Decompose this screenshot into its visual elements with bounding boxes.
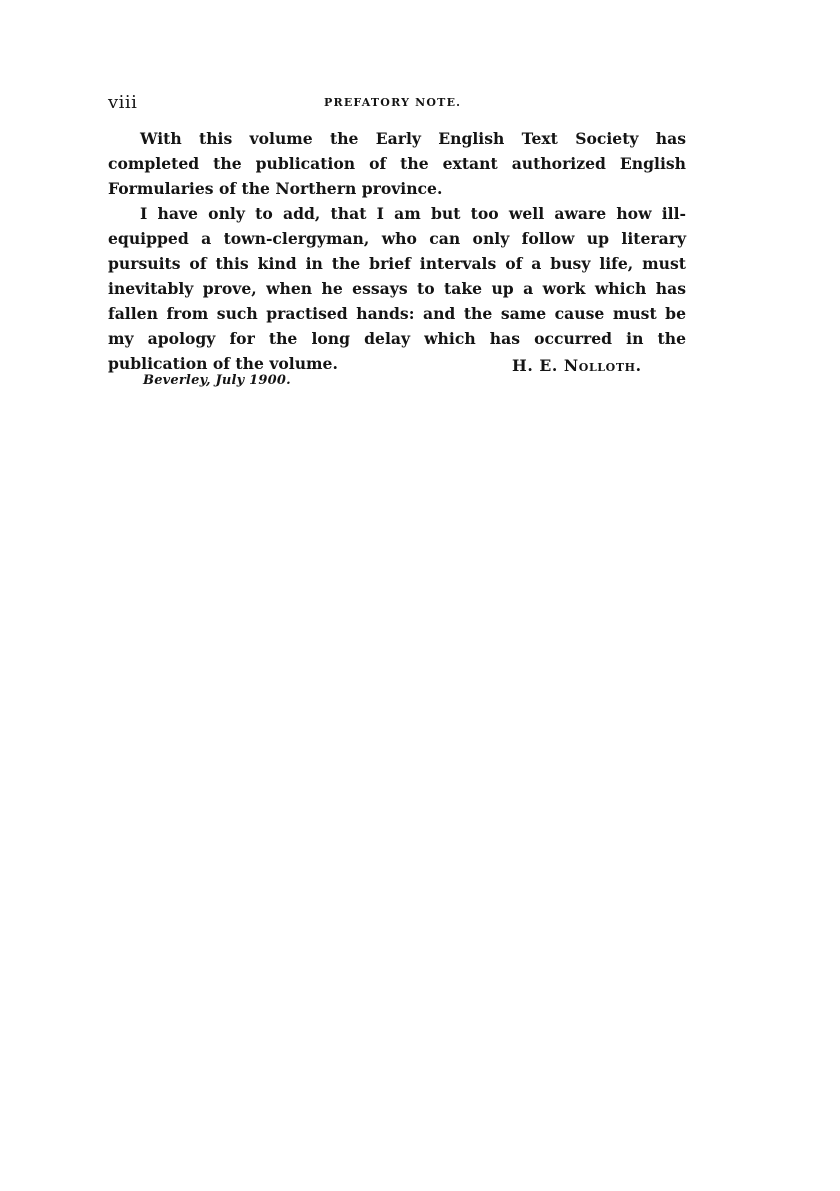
paragraph-1: With this volume the Early English Text Society has completed the publication of the extant authorized English Formularies of the Northern province. [108, 129, 686, 198]
author-signature: H. E. Nolloth. [512, 356, 642, 375]
page-number: viii [108, 92, 138, 113]
prefatory-note-body [108, 126, 686, 376]
place-and-date: Beverley, July 1900. [143, 373, 291, 388]
running-title: PREFATORY NOTE. [324, 96, 462, 109]
paragraph-2: I have only to add, that I am but too well aware how ill-equipped a town-clergyman, who can only follow up literary pursuits of this kind in the brief intervals of a busy life, must inevitably prove, when he essays to take up a work which has fallen from such practised hands: and the same cause must be my apology for the long delay which has occurred in the publication of the volume. [108, 204, 686, 373]
page-header [108, 92, 686, 116]
